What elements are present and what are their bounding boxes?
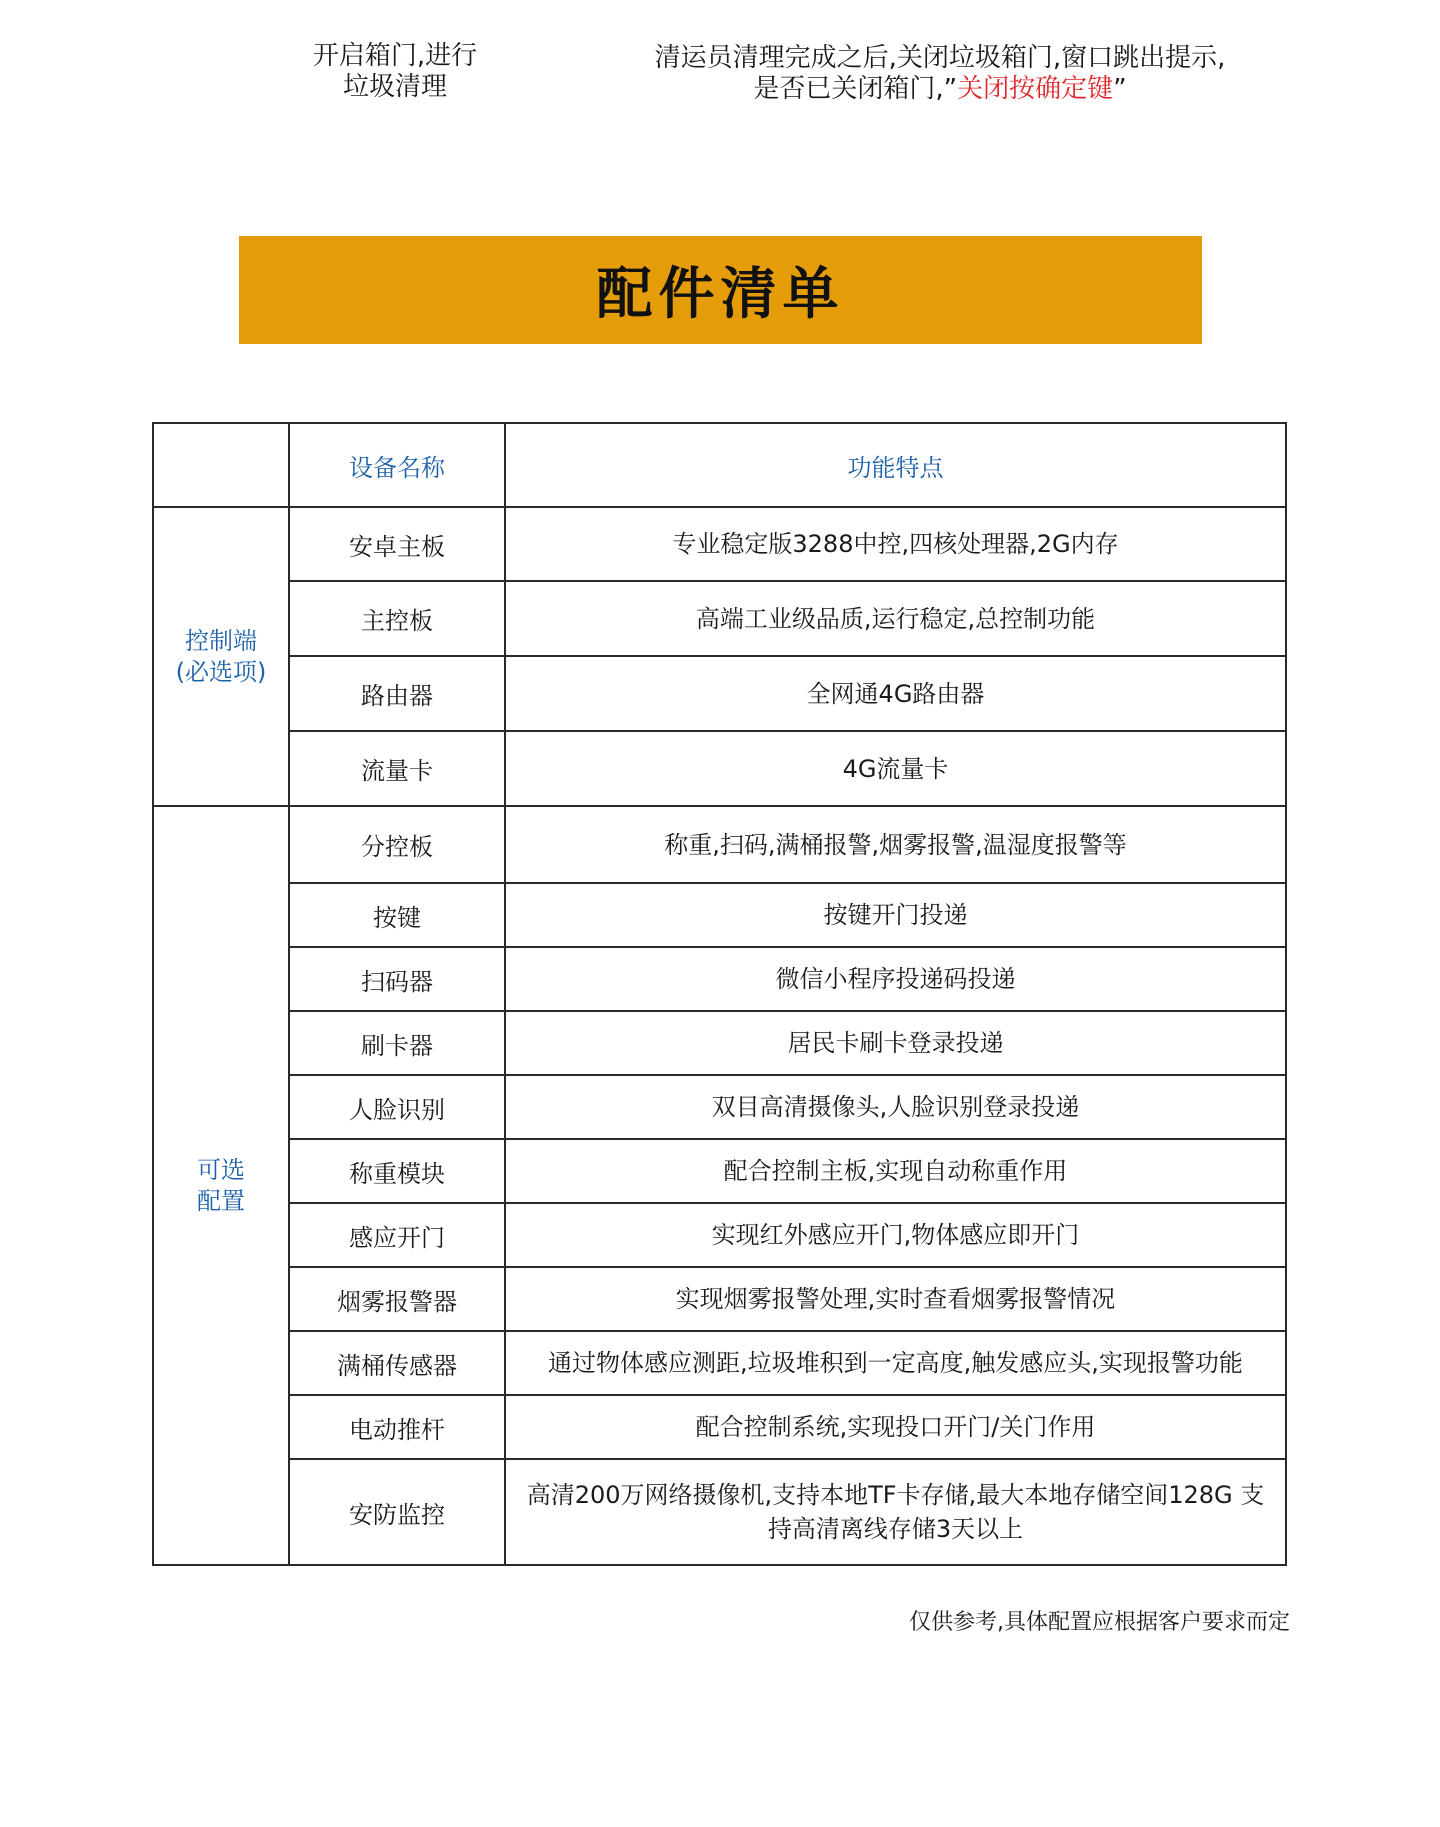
group-label-optional-line2: 配置	[197, 1186, 245, 1215]
device-feature-line2: 持高清离线存储3天以上	[767, 1515, 1024, 1543]
device-feature: 4G流量卡	[505, 731, 1286, 806]
table-row	[153, 947, 1286, 1011]
device-name: 人脸识别	[289, 1075, 505, 1139]
device-feature: 实现红外感应开门,物体感应即开门	[505, 1203, 1286, 1267]
caption-close-door-prefix: 是否已关闭箱门,”	[753, 74, 958, 104]
caption-open-door	[290, 41, 500, 103]
table-row	[153, 1395, 1286, 1459]
device-name: 分控板	[289, 806, 505, 883]
caption-open-door-line2: 垃圾清理	[342, 72, 447, 102]
table-row	[153, 1011, 1286, 1075]
table-row	[153, 1203, 1286, 1267]
table-row	[153, 1459, 1286, 1565]
caption-close-door-line2	[600, 74, 1280, 105]
device-feature: 实现烟雾报警处理,实时查看烟雾报警情况	[505, 1267, 1286, 1331]
caption-close-door-highlight: 关闭按确定键	[957, 74, 1114, 104]
device-name: 扫码器	[289, 947, 505, 1011]
caption-open-door-line1: 开启箱门,进行	[312, 41, 478, 71]
device-name: 刷卡器	[289, 1011, 505, 1075]
group-label-control-line1: 控制端	[185, 626, 257, 655]
parts-list-title: 配件清单	[596, 262, 845, 327]
device-feature: 配合控制系统,实现投口开门/关门作用	[505, 1395, 1286, 1459]
device-feature: 微信小程序投递码投递	[505, 947, 1286, 1011]
device-name: 安防监控	[289, 1459, 505, 1565]
device-name: 称重模块	[289, 1139, 505, 1203]
table-row	[153, 656, 1286, 731]
header-group-cell	[153, 423, 289, 507]
device-name: 烟雾报警器	[289, 1267, 505, 1331]
table-row	[153, 1267, 1286, 1331]
table-header-row	[153, 423, 1286, 507]
table-row	[153, 731, 1286, 806]
group-label-optional-line1: 可选	[197, 1155, 245, 1184]
device-feature: 高端工业级品质,运行稳定,总控制功能	[505, 581, 1286, 656]
device-feature	[505, 1459, 1286, 1565]
device-name: 主控板	[289, 581, 505, 656]
group-label-optional	[153, 806, 289, 1565]
device-feature: 专业稳定版3288中控,四核处理器,2G内存	[505, 507, 1286, 581]
device-feature-line1: 高清200万网络摄像机,支持本地TF卡存储,最大本地存储空间128G 支	[526, 1481, 1265, 1509]
device-name: 满桶传感器	[289, 1331, 505, 1395]
table-row	[153, 1075, 1286, 1139]
table-row	[153, 581, 1286, 656]
table-row	[153, 883, 1286, 947]
device-feature: 全网通4G路由器	[505, 656, 1286, 731]
table-row	[153, 507, 1286, 581]
device-name: 流量卡	[289, 731, 505, 806]
parts-list-banner	[239, 236, 1202, 344]
header-feature: 功能特点	[505, 423, 1286, 507]
caption-close-door-suffix: ”	[1113, 74, 1127, 104]
device-feature: 配合控制主板,实现自动称重作用	[505, 1139, 1286, 1203]
table-row	[153, 1331, 1286, 1395]
caption-close-door	[600, 43, 1280, 105]
caption-close-door-line1: 清运员清理完成之后,关闭垃圾箱门,窗口跳出提示,	[654, 43, 1226, 73]
group-label-control-line2: (必选项)	[175, 657, 267, 686]
device-feature: 居民卡刷卡登录投递	[505, 1011, 1286, 1075]
device-feature: 按键开门投递	[505, 883, 1286, 947]
device-name: 按键	[289, 883, 505, 947]
device-name: 电动推杆	[289, 1395, 505, 1459]
device-feature: 通过物体感应测距,垃圾堆积到一定高度,触发感应头,实现报警功能	[505, 1331, 1286, 1395]
group-label-control	[153, 507, 289, 806]
device-name: 安卓主板	[289, 507, 505, 581]
device-name: 感应开门	[289, 1203, 505, 1267]
parts-table	[152, 422, 1287, 1566]
table-row	[153, 806, 1286, 883]
footnote: 仅供参考,具体配置应根据客户要求而定	[909, 1610, 1290, 1635]
header-device-name: 设备名称	[289, 423, 505, 507]
device-feature: 双目高清摄像头,人脸识别登录投递	[505, 1075, 1286, 1139]
device-name: 路由器	[289, 656, 505, 731]
device-feature: 称重,扫码,满桶报警,烟雾报警,温湿度报警等	[505, 806, 1286, 883]
table-row	[153, 1139, 1286, 1203]
